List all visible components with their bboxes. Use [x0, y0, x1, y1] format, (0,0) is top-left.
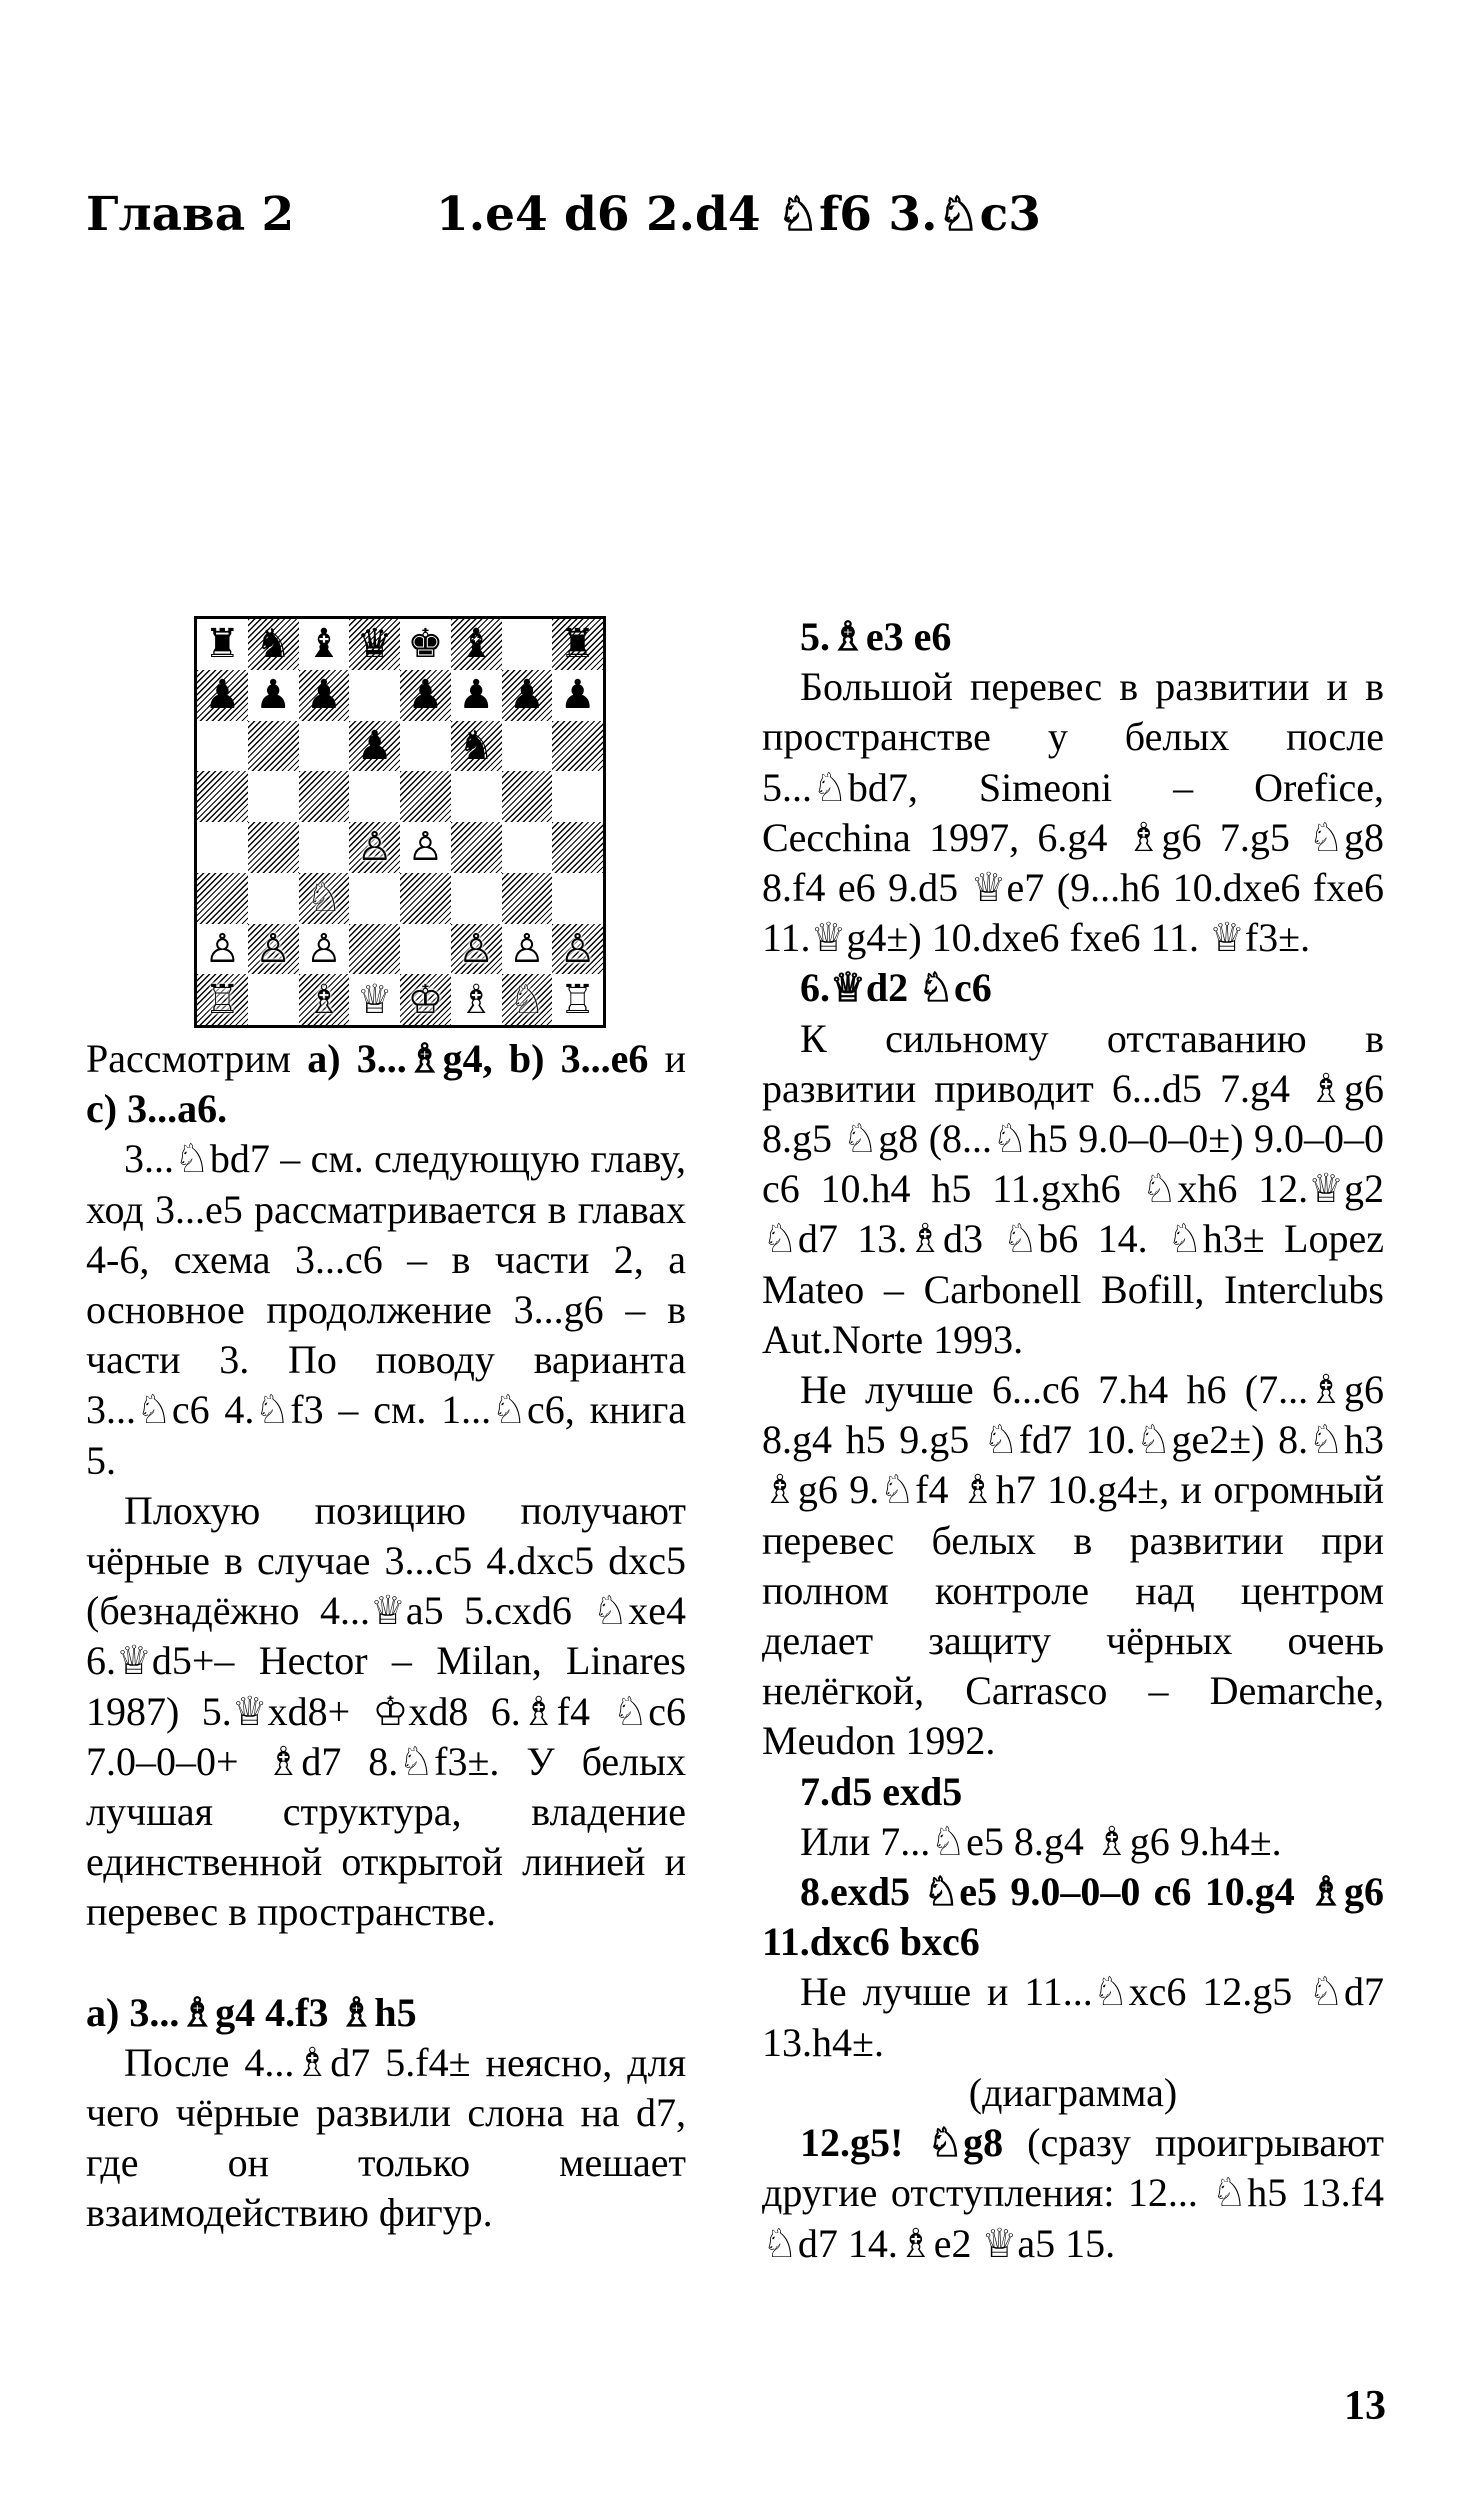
board-square: [451, 670, 502, 721]
white-pawn-icon: ♙: [458, 925, 495, 972]
black-pawn-icon: ♟: [407, 672, 444, 719]
black-pawn-icon: ♟: [508, 672, 545, 719]
board-square: [248, 822, 299, 873]
white-rook-icon: ♖: [559, 976, 596, 1023]
board-square: [502, 822, 553, 873]
board-square: [197, 924, 248, 975]
board-square: [299, 771, 350, 822]
right-column-paragraph: Не лучше и 11...♘xc6 12.g5 ♘d7 13.h4±.: [762, 1969, 1384, 2065]
board-square: [451, 619, 502, 670]
black-pawn-icon: ♟: [305, 672, 342, 719]
left-column-paragraph: Рассмотрим a) 3...♗g4, b) 3...e6 и c) 3...a6.: [86, 1036, 687, 1132]
board-square: [349, 619, 400, 670]
board-square: [400, 924, 451, 975]
white-pawn-icon: ♙: [204, 925, 241, 972]
board-square: [299, 873, 350, 924]
board-square: [248, 924, 299, 975]
left-column-paragraph: Плохую позицию получают чёрные в случае 3...c5 4.dxc5 dxc5 (безнадёжно 4...♕a5 5.cxd6 ♘xe4 6.♕d5+– Hector – Milan, Linares 1987) 5.♕xd8+ ♔xd8 6.♗f4 ♘c6 7.0–0–0+ ♗d7 8.♘f3±. У белых лучшая структура, владение единственной открытой линией и перевес в пространстве.: [86, 1487, 686, 1935]
board-square: [552, 619, 603, 670]
board-square: [502, 873, 553, 924]
board-square: [451, 873, 502, 924]
board-square: [349, 974, 400, 1025]
board-square: [299, 974, 350, 1025]
page-number: 13: [1344, 2383, 1386, 2429]
board-square: [349, 670, 400, 721]
left-column: [86, 616, 686, 2239]
board-square: [248, 721, 299, 772]
board-square: [502, 924, 553, 975]
black-knight-icon: ♞: [458, 722, 495, 769]
black-king-icon: ♚: [407, 621, 444, 668]
white-bishop-icon: ♗: [305, 976, 342, 1023]
board-square: [400, 873, 451, 924]
board-square: [400, 670, 451, 721]
white-bishop-icon: ♗: [458, 976, 495, 1023]
board-square: [349, 924, 400, 975]
right-column-paragraph: (диаграмма): [968, 2069, 1178, 2115]
right-column-paragraph: Не лучше 6...c6 7.h4 h6 (7...♗g6 8.g4 h5 9.g5 ♘fd7 10.♘ge2±) 8.♘h3 ♗g6 9.♘f4 ♗h7 10.g4±, и огромный перевес белых в развитии при полном контроле над центром делает защиту чёрных очень нелёгкой, Carrasco – Demarche, Meudon 1992.: [762, 1367, 1384, 1764]
board-square: [349, 721, 400, 772]
board-square: [400, 822, 451, 873]
right-column-text: [762, 612, 1384, 2269]
white-pawn-icon: ♙: [356, 824, 393, 871]
right-column-paragraph: К сильному отставанию в развитии приводит 6...d5 7.g4 ♗g6 8.g5 ♘g8 (8...♘h5 9.0–0–0±) 9.0–0–0 c6 10.h4 h5 11.gxh6 ♘xh6 12.♕g2 ♘d7 13.♗d3 ♘b6 14. ♘h3± Lopez Mateo – Carbonell Bofill, Interclubs Aut.Norte 1993.: [762, 1015, 1384, 1362]
board-square: [451, 822, 502, 873]
board-square: [502, 771, 553, 822]
right-column: [762, 612, 1384, 2269]
board-square: [552, 771, 603, 822]
chapter-label: Глава 2: [86, 187, 295, 242]
white-pawn-icon: ♙: [407, 824, 444, 871]
white-rook-icon: ♖: [204, 976, 241, 1023]
black-queen-icon: ♛: [356, 621, 393, 668]
board-square: [248, 670, 299, 721]
board-square: [400, 974, 451, 1025]
board-square: [451, 974, 502, 1025]
black-pawn-icon: ♟: [458, 672, 495, 719]
black-rook-icon: ♜: [559, 621, 596, 668]
left-column-paragraph: После 4...♗d7 5.f4± неясно, для чего чёрные развили слона на d7, где он только мешает взаимодействию фигур.: [86, 2039, 686, 2236]
right-column-paragraph: 7.d5 exd5: [800, 1768, 963, 1814]
white-queen-icon: ♕: [356, 976, 393, 1023]
right-column-paragraph: 8.exd5 ♘e5 9.0–0–0 c6 10.g4 ♗g6 11.dxc6 bxc6: [762, 1869, 1384, 1965]
board-square: [197, 670, 248, 721]
board-square: [502, 619, 553, 670]
right-column-paragraph: 5.♗e3 e6: [800, 614, 952, 659]
board-square: [197, 721, 248, 772]
left-column-text: [86, 1034, 686, 2239]
board-square: [400, 771, 451, 822]
board-square: [451, 721, 502, 772]
board-square: [552, 822, 603, 873]
chess-diagram: [194, 616, 686, 1034]
board-square: [197, 822, 248, 873]
board-square: [502, 670, 553, 721]
board-square: [502, 721, 553, 772]
board-square: [349, 873, 400, 924]
board-square: [552, 670, 603, 721]
board-square: [400, 619, 451, 670]
white-pawn-icon: ♙: [559, 925, 596, 972]
chapter-moves: 1.e4 d6 2.d4 ♘f6 3.♘c3: [436, 187, 1041, 242]
board-square: [197, 974, 248, 1025]
black-knight-icon: ♞: [255, 621, 292, 668]
board-square: [552, 721, 603, 772]
board-square: [552, 924, 603, 975]
board-square: [451, 771, 502, 822]
right-column-paragraph: 12.g5! ♘g8 (сразу проигрывают другие отступления: 12... ♘h5 13.f4 ♘d7 14.♗e2 ♕a5 15.: [762, 2120, 1384, 2266]
chess-board: [194, 616, 606, 1028]
white-knight-icon: ♘: [508, 976, 545, 1023]
white-pawn-icon: ♙: [508, 925, 545, 972]
black-pawn-icon: ♟: [255, 672, 292, 719]
black-pawn-icon: ♟: [356, 722, 393, 769]
left-column-paragraph: 3...♘bd7 – см. следующую главу, ход 3...e5 рассматривается в главах 4-6, схема 3...c6 – в части 2, а основное продолжение 3...g6 – в части 3. По поводу варианта 3...♘c6 4.♘f3 – см. 1...♘c6, книга 5.: [86, 1136, 686, 1483]
board-square: [349, 771, 400, 822]
board-square: [248, 619, 299, 670]
board-square: [299, 619, 350, 670]
black-bishop-icon: ♝: [305, 621, 342, 668]
white-king-icon: ♔: [407, 976, 444, 1023]
board-square: [299, 822, 350, 873]
board-square: [197, 619, 248, 670]
board-square: [299, 670, 350, 721]
board-square: [299, 924, 350, 975]
white-knight-icon: ♘: [305, 875, 342, 922]
board-square: [400, 721, 451, 772]
board-square: [299, 721, 350, 772]
board-square: [248, 974, 299, 1025]
black-pawn-icon: ♟: [559, 672, 596, 719]
board-square: [451, 924, 502, 975]
left-column-paragraph: a) 3...♗g4 4.f3 ♗h5: [86, 1989, 417, 2035]
right-column-paragraph: Большой перевес в развитии и в пространстве у белых после 5...♘bd7, Simeoni – Orefice, Cecchina 1997, 6.g4 ♗g6 7.g5 ♘g8 8.f4 e6 9.d5 ♕e7 (9...h6 10.dxe6 fxe6 11.♕g4±) 10.dxe6 fxe6 11. ♕f3±.: [762, 664, 1384, 961]
board-square: [552, 873, 603, 924]
white-pawn-icon: ♙: [305, 925, 342, 972]
board-square: [197, 873, 248, 924]
white-pawn-icon: ♙: [255, 925, 292, 972]
board-square: [248, 873, 299, 924]
board-square: [197, 771, 248, 822]
board-square: [552, 974, 603, 1025]
black-pawn-icon: ♟: [204, 672, 241, 719]
right-column-paragraph: Или 7...♘e5 8.g4 ♗g6 9.h4±.: [800, 1818, 1282, 1864]
black-rook-icon: ♜: [204, 621, 241, 668]
board-square: [502, 974, 553, 1025]
board-square: [349, 822, 400, 873]
right-column-paragraph: 6.♕d2 ♘c6: [800, 965, 992, 1011]
black-bishop-icon: ♝: [458, 621, 495, 668]
board-square: [248, 771, 299, 822]
